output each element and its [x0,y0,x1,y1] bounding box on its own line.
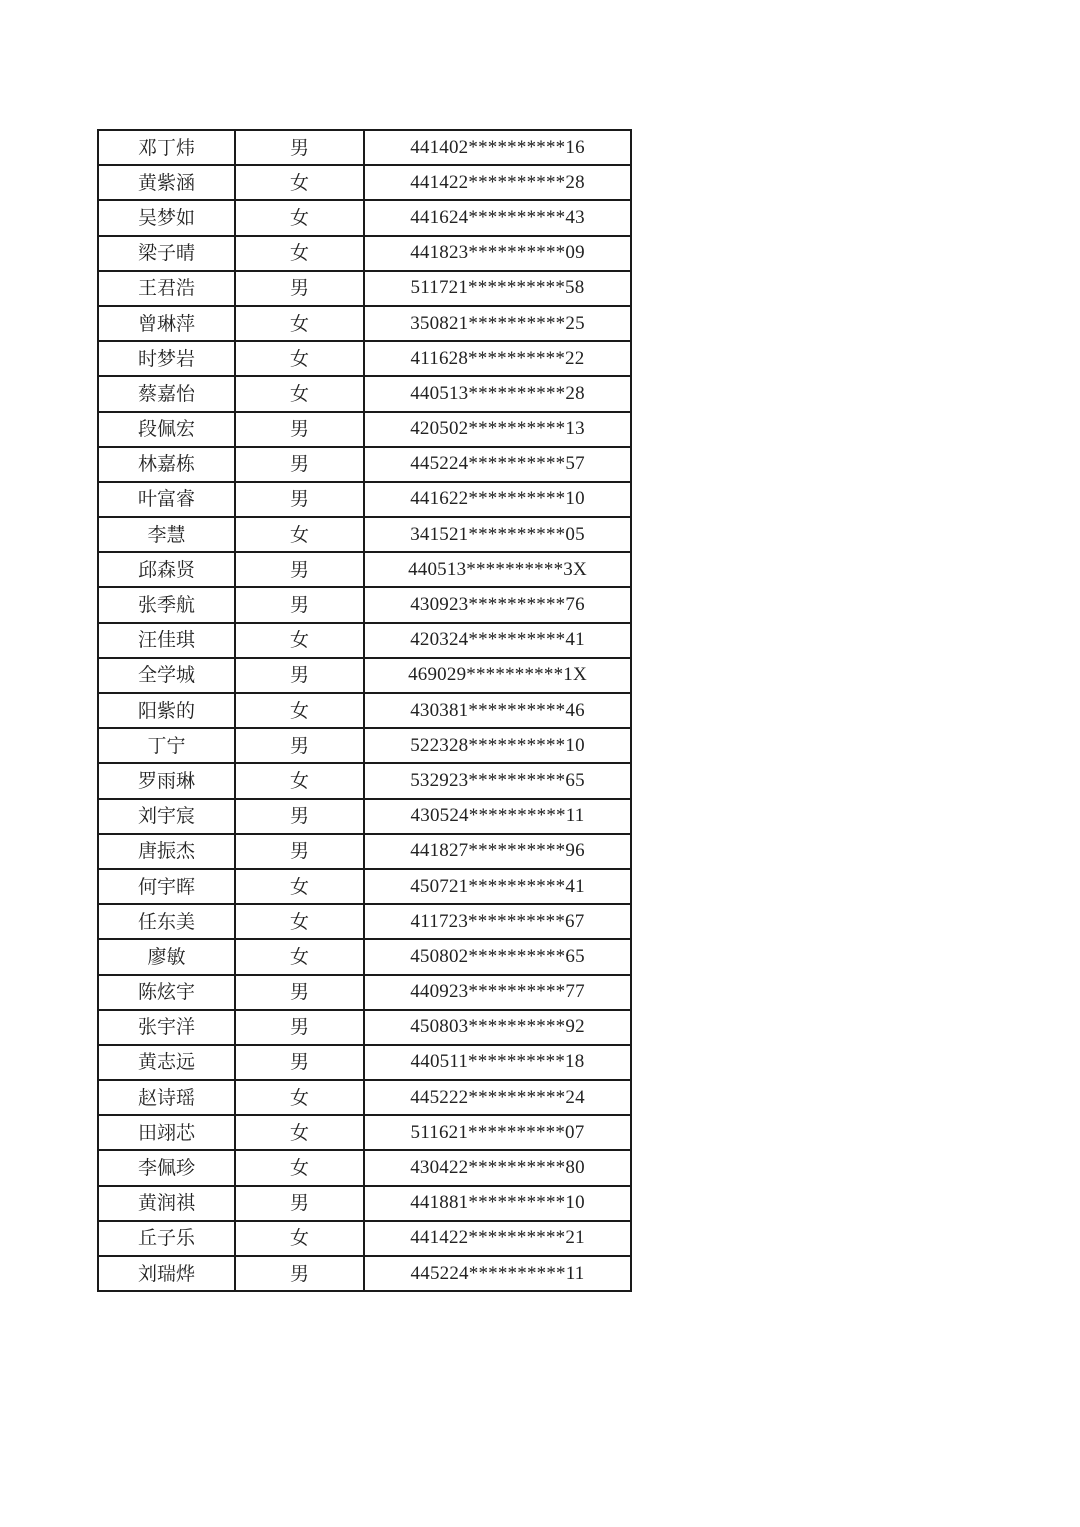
name-cell: 张季航 [98,587,235,622]
name-cell: 邱森贤 [98,552,235,587]
table-row [98,799,631,834]
name-cell: 黄志远 [98,1045,235,1080]
gender-cell: 男 [235,1256,364,1291]
id-number-cell: 445224**********57 [364,447,631,482]
gender-cell: 女 [235,341,364,376]
name-cell: 段佩宏 [98,412,235,447]
id-number-cell: 440511**********18 [364,1045,631,1080]
gender-cell: 女 [235,904,364,939]
table-row [98,341,631,376]
gender-cell: 男 [235,975,364,1010]
table-row [98,658,631,693]
id-number-cell: 441624**********43 [364,200,631,235]
id-number-cell: 469029**********1X [364,658,631,693]
name-cell: 黄润祺 [98,1186,235,1221]
gender-cell: 女 [235,306,364,341]
gender-cell: 女 [235,869,364,904]
name-cell: 丘子乐 [98,1221,235,1256]
id-number-cell: 445224**********11 [364,1256,631,1291]
gender-cell: 男 [235,1045,364,1080]
id-number-cell: 440513**********28 [364,376,631,411]
id-number-cell: 450721**********41 [364,869,631,904]
id-number-cell: 441402**********16 [364,130,631,165]
name-cell: 时梦岩 [98,341,235,376]
name-cell: 罗雨琳 [98,763,235,798]
gender-cell: 女 [235,763,364,798]
id-number-cell: 411723**********67 [364,904,631,939]
name-cell: 唐振杰 [98,834,235,869]
gender-cell: 女 [235,1150,364,1185]
gender-cell: 女 [235,165,364,200]
gender-cell: 男 [235,271,364,306]
name-cell: 赵诗瑶 [98,1080,235,1115]
name-cell: 梁子晴 [98,236,235,271]
gender-cell: 男 [235,658,364,693]
id-number-cell: 522328**********10 [364,728,631,763]
id-number-cell: 441827**********96 [364,834,631,869]
name-cell: 任东美 [98,904,235,939]
table-row [98,517,631,552]
table-row [98,1045,631,1080]
gender-cell: 男 [235,447,364,482]
table-row [98,1221,631,1256]
id-number-cell: 440923**********77 [364,975,631,1010]
gender-cell: 女 [235,376,364,411]
name-cell: 李慧 [98,517,235,552]
table-row [98,587,631,622]
gender-cell: 女 [235,1080,364,1115]
name-cell: 阳紫的 [98,693,235,728]
id-number-cell: 441881**********10 [364,1186,631,1221]
gender-cell: 女 [235,517,364,552]
table-row [98,975,631,1010]
name-cell: 张宇洋 [98,1010,235,1045]
gender-cell: 女 [235,939,364,974]
table-row [98,271,631,306]
table-row [98,834,631,869]
table-row [98,763,631,798]
table-row [98,869,631,904]
id-number-cell: 440513**********3X [364,552,631,587]
gender-cell: 女 [235,236,364,271]
roster-table [97,129,632,1292]
gender-cell: 男 [235,799,364,834]
gender-cell: 女 [235,623,364,658]
name-cell: 刘宇宸 [98,799,235,834]
name-cell: 叶富睿 [98,482,235,517]
table-row [98,306,631,341]
name-cell: 黄紫涵 [98,165,235,200]
name-cell: 全学城 [98,658,235,693]
id-number-cell: 430923**********76 [364,587,631,622]
table-row [98,623,631,658]
gender-cell: 男 [235,552,364,587]
name-cell: 田翊芯 [98,1115,235,1150]
name-cell: 何宇晖 [98,869,235,904]
roster-body [98,130,631,1291]
table-row [98,1010,631,1045]
id-number-cell: 441823**********09 [364,236,631,271]
name-cell: 丁宁 [98,728,235,763]
gender-cell: 女 [235,200,364,235]
gender-cell: 女 [235,1115,364,1150]
id-number-cell: 350821**********25 [364,306,631,341]
name-cell: 吴梦如 [98,200,235,235]
table-row [98,447,631,482]
gender-cell: 男 [235,130,364,165]
name-cell: 王君浩 [98,271,235,306]
gender-cell: 女 [235,1221,364,1256]
name-cell: 蔡嘉怡 [98,376,235,411]
id-number-cell: 411628**********22 [364,341,631,376]
id-number-cell: 341521**********05 [364,517,631,552]
name-cell: 李佩珍 [98,1150,235,1185]
table-row [98,1115,631,1150]
gender-cell: 男 [235,834,364,869]
id-number-cell: 445222**********24 [364,1080,631,1115]
name-cell: 刘瑞烨 [98,1256,235,1291]
table-row [98,728,631,763]
gender-cell: 男 [235,412,364,447]
id-number-cell: 430381**********46 [364,693,631,728]
name-cell: 陈炫宇 [98,975,235,1010]
id-number-cell: 511721**********58 [364,271,631,306]
id-number-cell: 441622**********10 [364,482,631,517]
table-row [98,482,631,517]
name-cell: 廖敏 [98,939,235,974]
name-cell: 林嘉栋 [98,447,235,482]
table-row [98,130,631,165]
id-number-cell: 511621**********07 [364,1115,631,1150]
gender-cell: 男 [235,1186,364,1221]
table-row [98,939,631,974]
id-number-cell: 420324**********41 [364,623,631,658]
table-row [98,1150,631,1185]
table-row [98,412,631,447]
table-row [98,904,631,939]
gender-cell: 男 [235,1010,364,1045]
name-cell: 曾琳萍 [98,306,235,341]
gender-cell: 女 [235,693,364,728]
id-number-cell: 532923**********65 [364,763,631,798]
id-number-cell: 450803**********92 [364,1010,631,1045]
id-number-cell: 430524**********11 [364,799,631,834]
name-cell: 汪佳琪 [98,623,235,658]
table-row [98,165,631,200]
table-row [98,552,631,587]
table-row [98,1256,631,1291]
id-number-cell: 430422**********80 [364,1150,631,1185]
id-number-cell: 441422**********21 [364,1221,631,1256]
table-row [98,236,631,271]
gender-cell: 男 [235,482,364,517]
table-row [98,693,631,728]
table-row [98,1080,631,1115]
gender-cell: 男 [235,587,364,622]
id-number-cell: 420502**********13 [364,412,631,447]
table-row [98,1186,631,1221]
gender-cell: 男 [235,728,364,763]
table-row [98,376,631,411]
name-cell: 邓丁炜 [98,130,235,165]
id-number-cell: 441422**********28 [364,165,631,200]
id-number-cell: 450802**********65 [364,939,631,974]
table-row [98,200,631,235]
